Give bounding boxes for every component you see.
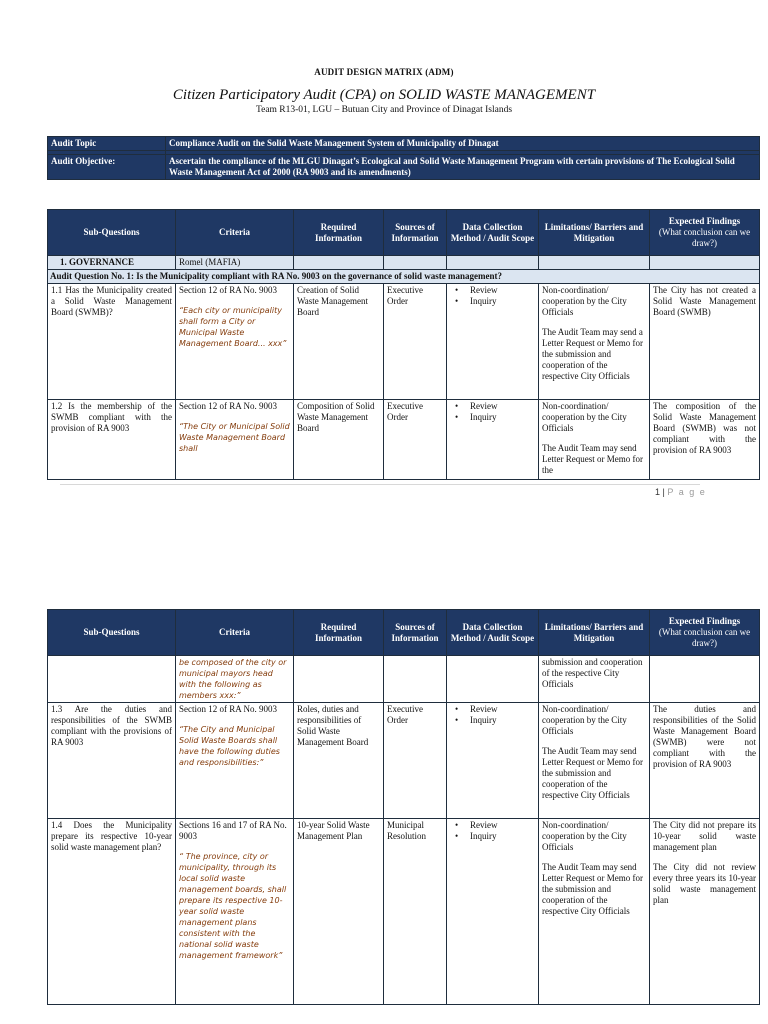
- col-expected-findings: [650, 610, 760, 656]
- col-sources: Sources of Information: [384, 210, 447, 256]
- audit-topic-row: [48, 137, 760, 151]
- criteria-1-3: [176, 703, 294, 819]
- table-row-1-2: [48, 400, 760, 480]
- criteria-1-2-continued: [176, 656, 294, 703]
- method-1-3: [447, 703, 539, 819]
- audit-objective-row: [48, 155, 760, 180]
- matrix-header-row: [48, 610, 760, 656]
- limitations-1-1: [539, 284, 650, 400]
- findings-1-1: The City has not created a Solid Waste Management Board (SWMB): [650, 284, 760, 400]
- method-1-1: [447, 284, 539, 400]
- footer-divider: [60, 484, 700, 485]
- mitigation-text: The Audit Team may send Letter Request or Memo for the submission and cooperation of the respective City Officials: [542, 746, 643, 800]
- criteria-quote: “ The province, city or municipality, through its local solid waste management boards, shall prepare its respective 10-year solid waste management plans consistent with the national solid waste management framework”: [179, 852, 287, 960]
- mitigation-text: The Audit Team may send a Letter Request or Memo for the submission and cooperation of the respective City Officials: [542, 327, 643, 381]
- expected-findings-sub: (What conclusion can we draw?): [658, 227, 751, 248]
- sources-1-3: Executive Order: [384, 703, 447, 819]
- col-criteria: Criteria: [176, 610, 294, 656]
- mitigation-text: The Audit Team may send Letter Request or Memo for the submission and cooperation of the respective City Officials: [542, 862, 643, 916]
- audit-question-1: Audit Question No. 1: Is the Municipality compliant with RA No. 9003 on the governance of solid waste management?: [48, 270, 760, 284]
- audit-topic-label: Audit Topic: [48, 137, 166, 151]
- method-inquiry: • Inquiry: [450, 715, 535, 726]
- table-row-1-4: [48, 819, 760, 1005]
- team-line: Team R13-01, LGU – Butuan City and Province of Dinagat Islands: [255, 105, 513, 115]
- page-number: 1 | P a g e: [655, 487, 707, 497]
- limitation-text: Non-coordination/ cooperation by the City Officials: [542, 401, 627, 433]
- required-info-1-1: Creation of Solid Waste Management Board: [294, 284, 384, 400]
- required-info-1-3: Roles, duties and responsibilities of Solid Waste Management Board: [294, 703, 384, 819]
- col-expected-findings: [650, 210, 760, 256]
- limitations-1-3: [539, 703, 650, 819]
- criteria-ref: Section 12 of RA No. 9003: [179, 704, 277, 714]
- expected-findings-label: Expected Findings: [668, 616, 741, 626]
- sub-question-1-2: 1.2 Is the membership of the SWMB compliant with the provision of RA 9003: [48, 400, 176, 480]
- required-info-1-4: 10-year Solid Waste Management Plan: [294, 819, 384, 1005]
- document-subtitle: Citizen Participatory Audit (CPA) on SOLID WASTE MANAGEMENT: [172, 87, 596, 103]
- findings-1-3: The duties and responsibilities of the Solid Waste Management Board (SWMB) were not compliant with the provision of RA 9003: [650, 703, 760, 819]
- table-row-1-1: [48, 284, 760, 400]
- col-sub-questions: Sub-Questions: [48, 610, 176, 656]
- sub-question-1-4: 1.4 Does the Municipality prepare its respective 10-year solid waste management plan?: [48, 819, 176, 1005]
- col-method: Data Collection Method / Audit Scope: [447, 610, 539, 656]
- criteria-quote: “The City or Municipal Solid Waste Management Board shall: [179, 422, 290, 453]
- limitation-text: Non-coordination/ cooperation by the City Officials: [542, 704, 627, 736]
- col-method: Data Collection Method / Audit Scope: [447, 210, 539, 256]
- col-required-information: Required Information: [294, 610, 384, 656]
- audit-matrix-page2: [47, 609, 760, 1005]
- mitigation-text: The Audit Team may send Letter Request or Memo for the: [542, 443, 643, 475]
- limitations-1-2: [539, 400, 650, 480]
- governance-heading: 1. GOVERNANCE: [48, 256, 176, 270]
- method-review: • Review: [450, 704, 535, 715]
- method-inquiry: • Inquiry: [450, 296, 535, 307]
- page-label: P a g e: [667, 487, 707, 497]
- criteria-1-1: [176, 284, 294, 400]
- method-review: • Review: [450, 285, 535, 296]
- matrix-header-row: [48, 210, 760, 256]
- table-row-1-3: [48, 703, 760, 819]
- criteria-quote: be composed of the city or municipal mayors head with the following as members xxx:”: [179, 658, 287, 700]
- table-row-1-2-continued: [48, 656, 760, 703]
- col-sub-questions: Sub-Questions: [48, 210, 176, 256]
- audit-topic-table: [47, 136, 760, 180]
- col-sources: Sources of Information: [384, 610, 447, 656]
- col-limitations: Limitations/ Barriers and Mitigation: [539, 610, 650, 656]
- expected-findings-label: Expected Findings: [668, 216, 741, 226]
- criteria-ref: Sections 16 and 17 of RA No. 9003: [179, 820, 287, 841]
- sub-question-1-1: 1.1 Has the Municipality created a Solid Waste Management Board (SWMB)?: [48, 284, 176, 400]
- criteria-ref: Section 12 of RA No. 9003: [179, 285, 277, 295]
- criteria-ref: Section 12 of RA No. 9003: [179, 401, 277, 411]
- criteria-1-4: [176, 819, 294, 1005]
- sub-question-1-3: 1.3 Are the duties and responsibilities of the SWMB compliant with the provisions of RA 9003: [48, 703, 176, 819]
- limitations-1-4: [539, 819, 650, 1005]
- findings-1-4: [650, 819, 760, 1005]
- method-review: • Review: [450, 401, 535, 412]
- limitation-text: Non-coordination/ cooperation by the City Officials: [542, 285, 627, 317]
- audit-matrix-page1: [47, 209, 760, 480]
- col-required-information: Required Information: [294, 210, 384, 256]
- audit-objective-label: Audit Objective:: [48, 155, 166, 180]
- method-1-2: [447, 400, 539, 480]
- sources-1-1: Executive Order: [384, 284, 447, 400]
- document-title: AUDIT DESIGN MATRIX (ADM): [314, 67, 454, 77]
- required-info-1-2: Composition of Solid Waste Management Board: [294, 400, 384, 480]
- method-inquiry: • Inquiry: [450, 412, 535, 423]
- finding-text: The City did not prepare its 10-year solid waste management plan: [653, 820, 756, 852]
- criteria-quote: “The City and Municipal Solid Waste Boards shall have the following duties and responsibilities:”: [179, 725, 280, 767]
- sources-1-2: Executive Order: [384, 400, 447, 480]
- sources-1-4: Municipal Resolution: [384, 819, 447, 1005]
- governance-row: [48, 256, 760, 270]
- method-inquiry: • Inquiry: [450, 831, 535, 842]
- finding-text: The City did not review every three years its 10-year solid waste management plan: [653, 862, 756, 905]
- method-review: • Review: [450, 820, 535, 831]
- limitation-text: Non-coordination/ cooperation by the City Officials: [542, 820, 627, 852]
- method-1-4: [447, 819, 539, 1005]
- col-criteria: Criteria: [176, 210, 294, 256]
- findings-1-2: The composition of the Solid Waste Management Board (SWMB) was not compliant with the provision of RA 9003: [650, 400, 760, 480]
- col-limitations: Limitations/ Barriers and Mitigation: [539, 210, 650, 256]
- expected-findings-sub: (What conclusion can we draw?): [658, 627, 751, 648]
- limitations-1-2-continued: submission and cooperation of the respective City Officials: [539, 656, 650, 703]
- criteria-quote: “Each city or municipality shall form a City or Municipal Waste Management Board... xxx”: [179, 306, 287, 348]
- page-number-value: 1: [655, 487, 661, 497]
- audit-topic-value: Compliance Audit on the Solid Waste Management System of Municipality of Dinagat: [166, 137, 760, 151]
- criteria-1-2: [176, 400, 294, 480]
- audit-objective-value: Ascertain the compliance of the MLGU Dinagat’s Ecological and Solid Waste Management Program with certain provisions of The Ecological Solid Waste Management Act of 2000 (RA 9003 and its amendments): [166, 155, 760, 180]
- audit-question-row: [48, 270, 760, 284]
- governance-member: Romel (MAFIA): [176, 256, 294, 270]
